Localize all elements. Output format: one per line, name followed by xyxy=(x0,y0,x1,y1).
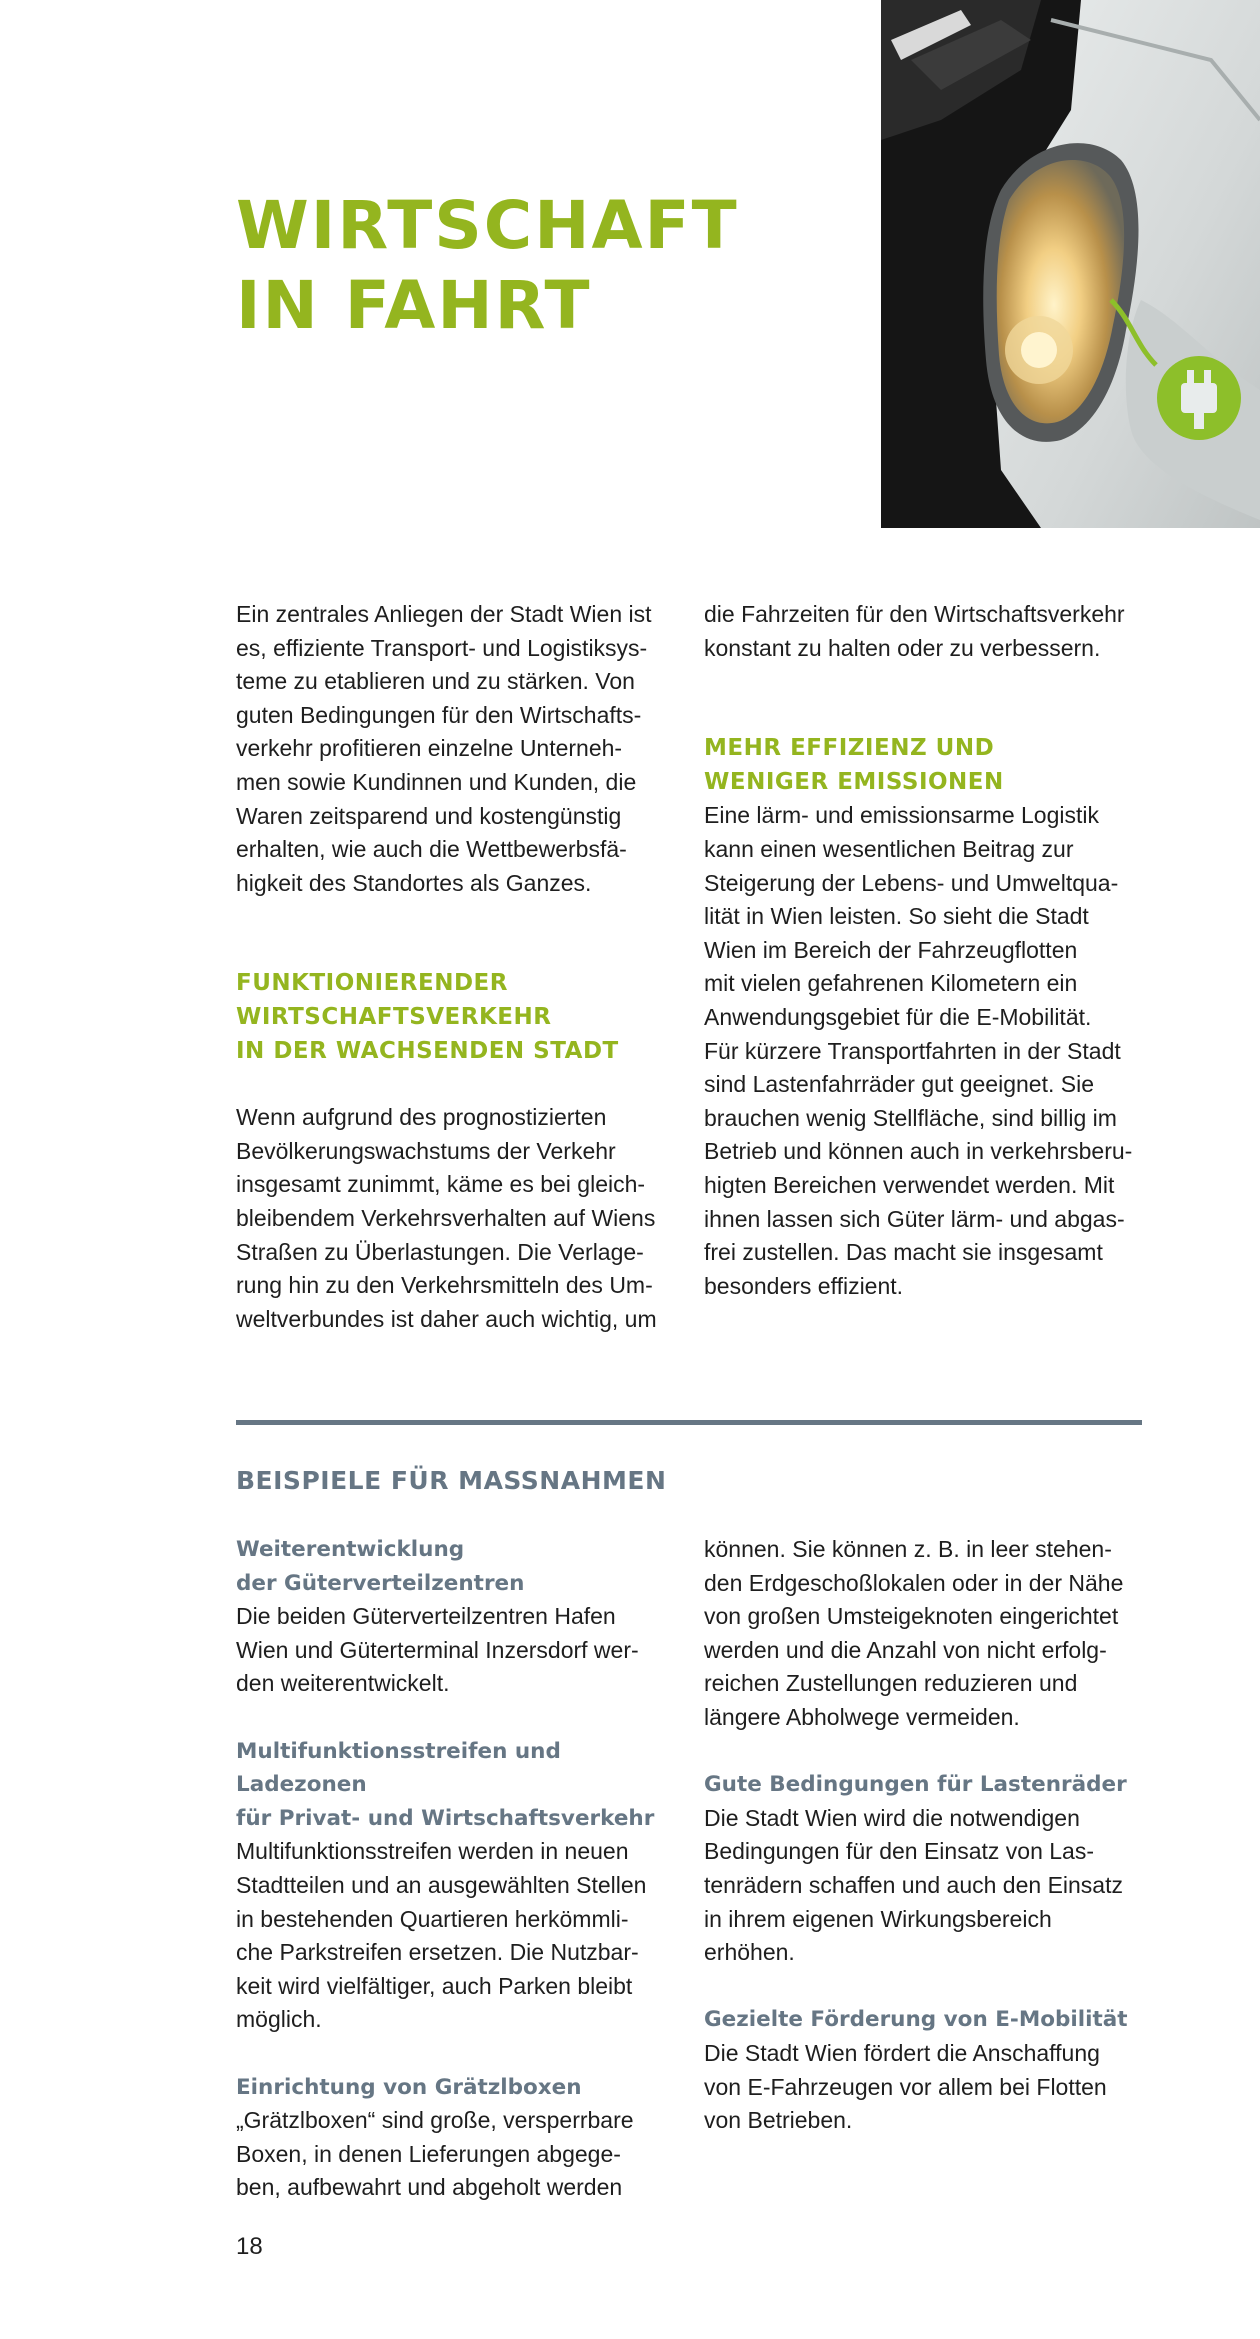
measure-heading-graetzlboxen: Einrichtung von Grätzlboxen xyxy=(236,2074,582,2100)
intro-paragraph: Ein zentrales Anliegen der Stadt Wien ist es, effiziente Transport- und Logistiksys- teme zu etablieren und zu stärken. Von guten Bedingungen für den Wirtschafts- verkehr profitieren einzelne Unterneh- men sowie Kundinnen und Kunden, die Waren zeitsparend und kostengünstig erhalten, wie auch die Wettbewerbsfä- higkeit des Standortes als Ganzes. xyxy=(236,601,652,896)
measure-body-lastenraeder: Die Stadt Wien wird die notwendigen Bedingungen für den Einsatz von Las- tenrädern schaffen und auch den Einsatz in ihrem eigenen Wirkungsbereich erhöhen. xyxy=(704,1804,1123,1966)
section-divider xyxy=(236,1420,1142,1425)
measure-body-gueterverteilzentren: Die beiden Güterverteilzentren Hafen Wien und Güterterminal Inzersdorf wer- den weiterentwickelt. xyxy=(236,1603,639,1697)
measure-heading-multifunktionsstreifen: Multifunktionsstreifen und Ladezonen für Privat- und Wirtschaftsverkehr xyxy=(236,1738,655,1831)
page-title xyxy=(236,186,739,346)
measure-heading-lastenraeder: Gute Bedingungen für Lastenräder xyxy=(704,1772,1127,1798)
measure-heading-gueterverteilzentren: Weiterentwicklung der Güterverteilzentren xyxy=(236,1537,525,1596)
page-number: 18 xyxy=(236,2233,263,2260)
measure-heading-e-mobilitaet: Gezielte Förderung von E-Mobilität xyxy=(704,2007,1128,2033)
growth-paragraph: Wenn aufgrund des prognostizierten Bevölkerungswachstums der Verkehr insgesamt zunimmt, käme es bei gleich- bleibendem Verkehrsverhalten auf Wiens Straßen zu Überlastungen. Die Verlage- rung hin zu den Verkehrsmitteln des Um- weltverbundes ist daher auch wichtig, um xyxy=(236,1104,657,1332)
measures-section-title: BEISPIELE FÜR MASSNAHMEN xyxy=(236,1466,667,1495)
measure-body-graetzlboxen: „Grätzlboxen“ sind große, versperrbare Boxen, in denen Lieferungen abgege- ben, aufbewahrt und abgeholt werden xyxy=(236,2107,634,2201)
intro-column-right xyxy=(704,598,1144,1303)
measures-column-right xyxy=(704,1533,1144,2138)
e-car-photo xyxy=(881,0,1260,528)
measures-column-left xyxy=(236,1533,676,2205)
intro-column-left xyxy=(236,598,676,1336)
measure-body-graetzlboxen-continued: können. Sie können z. B. in leer stehen- den Erdgeschoßlokalen oder in der Nähe von großen Umsteigeknoten eingerichtet werden und die Anzahl von nicht erfolg- reichen Zustellungen reduzieren und längere Abholwege vermeiden. xyxy=(704,1536,1124,1730)
measure-body-multifunktionsstreifen: Multifunktionsstreifen werden in neuen Stadtteilen und an ausgewählten Stellen in bestehenden Quartieren herkömmli- che Parkstreifen ersetzen. Die Nutzbar- keit wird vielfältiger, auch Parken bleibt möglich. xyxy=(236,1838,647,2033)
title-line-2: IN FAHRT xyxy=(236,267,592,344)
heading-mehr-effizienz: MEHR EFFIZIENZ UND WENIGER EMISSIONEN xyxy=(704,735,1004,795)
heading-funktionierender-wirtschaftsverkehr: FUNKTIONIERENDER WIRTSCHAFTSVERKEHR IN DER WACHSENDEN STADT xyxy=(236,970,619,1064)
efficiency-paragraph: Eine lärm- und emissionsarme Logistik kann einen wesentlichen Beitrag zur Steigerung der Lebens- und Umweltqua- lität in Wien leisten. So sieht die Stadt Wien im Bereich der Fahrzeugflotten mit vielen gefahrenen Kilometern ein Anwendungsgebiet für die E-Mobilität. Für kürzere Transportfahrten in der Stadt sind Lastenfahrräder gut geeignet. Sie brauchen wenig Stellfläche, sind billig im Betrieb und können auch in verkehrsberu- higten Bereichen verwendet werden. Mit ihnen lassen sich Güter lärm- und abgas- frei zustellen. Das macht sie insgesamt besonders effizient. xyxy=(704,802,1133,1299)
measure-body-e-mobilitaet: Die Stadt Wien fördert die Anschaffung von E-Fahrzeugen vor allem bei Flotten von Betrieben. xyxy=(704,2039,1107,2134)
title-line-1: WIRTSCHAFT xyxy=(236,187,739,264)
continued-paragraph: die Fahrzeiten für den Wirtschaftsverkehr konstant zu halten oder zu verbessern. xyxy=(704,601,1125,661)
